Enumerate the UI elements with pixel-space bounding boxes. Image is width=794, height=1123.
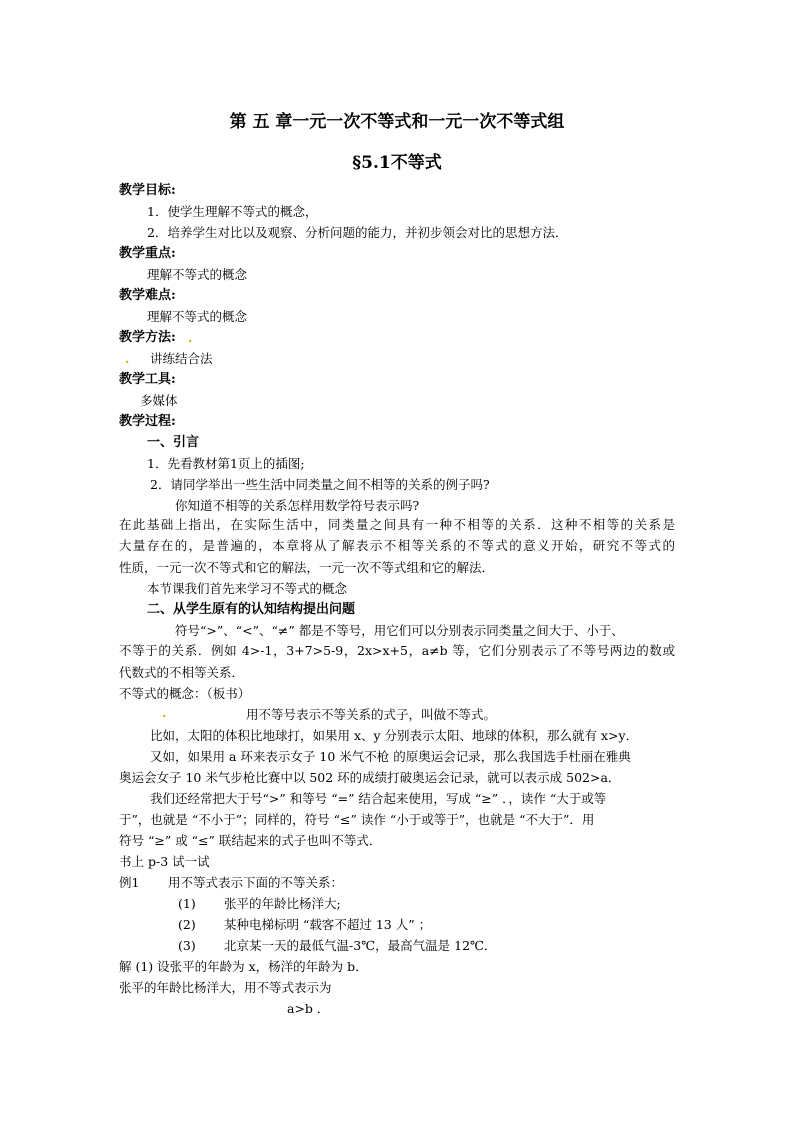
concept-mark: .: [162, 705, 167, 720]
difficulty-text: 理解不等式的概念: [147, 309, 248, 324]
section-2-heading: 二、从学生原有的认知结构提出问题: [147, 602, 356, 617]
paragraph-2-line-2: 不等于的关系．例如 4>-1，3+7>5-9，2x>x+5，a≠b 等，它们分别表示了不等号两边的数或: [119, 643, 675, 658]
paragraph-1-line-4: 本节课我们首先来学习不等式的概念: [147, 581, 348, 596]
key-heading: 教学重点:: [119, 246, 176, 261]
difficulty-heading: 教学难点:: [119, 288, 176, 303]
step-1: 1．先看教材第1页上的插图;: [147, 456, 305, 471]
method-text: 讲练结合法: [150, 351, 213, 366]
chapter-title: 第 五 章一元一次不等式和一元一次不等式组: [229, 112, 565, 132]
method-mark: .: [188, 330, 193, 345]
solution-answer: a>b ．: [287, 1001, 330, 1016]
goals-heading: 教学目标:: [119, 183, 176, 198]
example-sun-earth: 比如，太阳的体积比地球打，如果用 x、y 分别表示太阳、地球的体积，那么就有 x>y．: [150, 728, 639, 743]
goal-2: 2．培养学生对比以及观察、分析问题的能力，并初步领会对比的思想方法．: [147, 225, 568, 240]
key-text: 理解不等式的概念: [147, 267, 248, 282]
item-3-number: (3): [178, 938, 196, 953]
section-1-heading: 一、引言: [147, 435, 200, 450]
method-mark-2: .: [125, 351, 130, 366]
step-2: 2．请同学举出一些生活中同类量之间不相等的关系的例子吗?: [150, 477, 490, 492]
tools-heading: 教学工具:: [119, 372, 176, 387]
solution-line-1: 解 (1) 设张平的年龄为 x，杨洋的年龄为 b．: [119, 959, 368, 974]
item-3-text: 北京某一天的最低气温-3℃，最高气温是 12℃．: [224, 938, 497, 953]
paragraph-2-line-1: 符号“>”、“<”、“≠” 都是不等号，用它们可以分别表示同类量之间大于、小于、: [175, 623, 624, 638]
step-question: 你知道不相等的关系怎样用数学符号表示吗?: [175, 498, 420, 513]
item-2-number: (2): [178, 917, 196, 932]
process-heading: 教学过程:: [119, 414, 176, 429]
symbols-line-1: 我们还经常把大于号“>” 和等号 “=” 结合起来使用，写成 “≥” ．，读作 “大于或等: [150, 791, 607, 806]
concept-heading: 不等式的概念：（板书）: [119, 686, 251, 701]
tools-text: 多媒体: [140, 393, 178, 408]
section-title: §5.1不等式: [352, 153, 442, 173]
goal-1: 1．使学生理解不等式的概念，: [147, 204, 318, 219]
example-label: 例1: [119, 875, 140, 890]
paragraph-1-line-2: 大量存在的，是普遍的，本章将从了解表示不相等关系的不等式的意义开始，研究不等式的: [119, 538, 675, 553]
example-record-line-2: 奥运会女子 10 米气步枪比赛中以 502 环的成绩打破奥运会记录，就可以表示成 502>a．: [119, 770, 621, 785]
symbols-line-2: 于”，也就是 “不小于”；同样的，符号 “≤” 读作 “小于或等于”，也就是 “不大于”．用: [119, 812, 595, 827]
paragraph-1-line-1: 在此基础上指出，在实际生活中，同类量之间具有一种不相等的关系．这种不相等的关系是: [119, 517, 675, 532]
item-1-text: 张平的年龄比杨洋大;: [224, 896, 341, 911]
item-2-text: 某种电梯标明 “载客不超过 13 人” ；: [224, 917, 432, 932]
method-heading: 教学方法:: [119, 330, 176, 345]
solution-line-2: 张平的年龄比杨洋大，用不等式表示为: [119, 980, 332, 995]
concept-definition: 用不等号表示不等关系的式子，叫做不等式。: [246, 707, 497, 722]
symbols-line-3: 符号 “≥” 或 “≤” 联结起来的式子也叫不等式．: [119, 833, 382, 848]
paragraph-1-line-3: 性质，一元一次不等式和它的解法，一元一次不等式组和它的解法．: [119, 560, 495, 575]
item-1-number: (1): [178, 896, 196, 911]
paragraph-2-line-3: 代数式的不相等关系．: [119, 665, 245, 680]
book-reference: 书上 p-3 试一试: [119, 854, 210, 869]
example-record-line-1: 又如，如果用 a 环来表示女子 10 米气不枪 的原奥运会记录，那么我国选手杜丽在雅典: [150, 749, 631, 764]
example-text: 用不等式表示下面的不等关系：: [168, 875, 344, 890]
